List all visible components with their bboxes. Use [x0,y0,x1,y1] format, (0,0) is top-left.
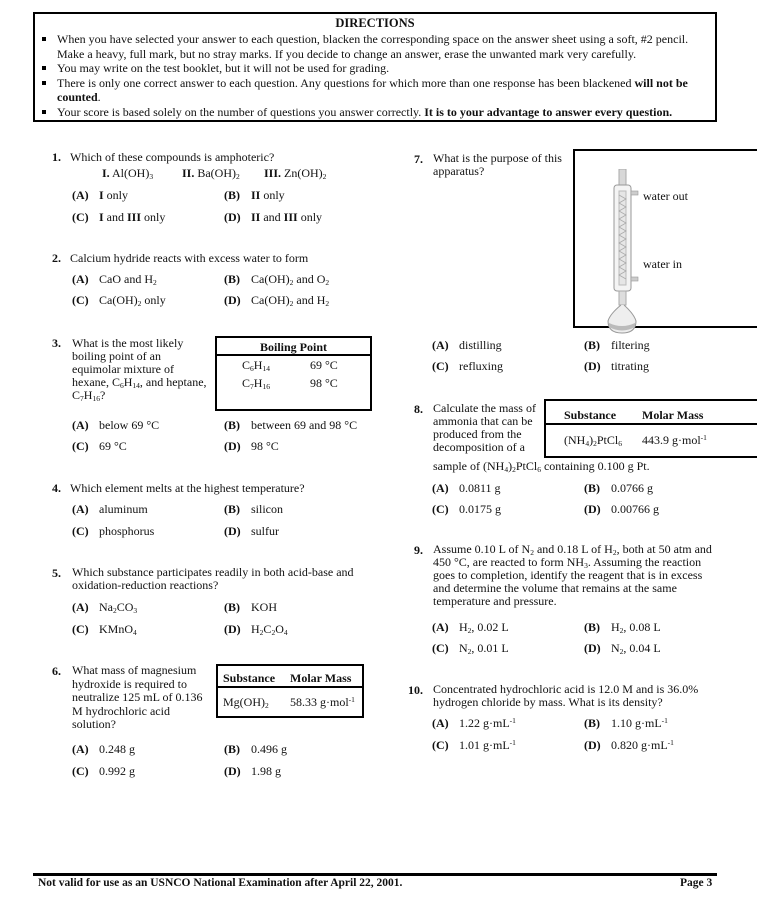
question-text: Which element melts at the highest temperature? [70,481,305,495]
question-number: 6. [52,664,61,678]
option-d[interactable]: (D) 1.98 g [224,764,281,778]
question-number: 1. [52,150,61,164]
question-text: Calcium hydride reacts with excess water to form [70,251,309,265]
table-cell: $C_7H_{16}$ [242,376,270,391]
question-text: Which of these compounds is amphoteric? [70,150,275,164]
molar-mass-table-q6 [216,664,364,718]
table-header-substance: Substance [564,408,617,422]
option-c[interactable]: (C) I and III only [72,210,166,224]
option-text: silicon [251,502,283,516]
compound-i: I. $Al(OH)_3$ [102,166,154,181]
footer-divider [33,873,717,876]
option-b[interactable]: (B) II only [224,188,285,202]
question-2 [52,251,308,266]
option-text: refluxing [459,359,503,373]
option-a[interactable]: (A) aluminum [72,502,148,516]
directions-item [35,32,715,61]
option-text: 98 °C [251,439,279,453]
directions-item-bold: will not be counted [57,75,688,104]
directions-item-tail: . [97,90,101,104]
option-d[interactable]: (D) II and III only [224,210,323,224]
label-water-in: water in [643,257,682,271]
option-c[interactable]: (C) $Ca(OH)_2$ only [72,293,166,308]
option-c[interactable]: (C) phosphorus [72,524,155,538]
option-text: phosphorus [99,524,155,538]
option-d[interactable]: (D) 0.820 $g\cdot mL^{-1}$ [584,738,674,752]
table-header-substance: Substance [223,671,276,685]
option-a[interactable]: (A) $Na_2CO_3$ [72,600,138,615]
option-text: 1.98 g [251,764,281,778]
question-number: 5. [52,566,61,580]
question-number: 3. [52,336,61,350]
table-cell: $Mg(OH)_2$ [223,695,269,710]
option-text: 0.496 g [251,742,287,756]
table-header-molar-mass: Molar Mass [642,408,704,422]
table-cell: 98 °C [310,376,338,390]
directions-item [35,76,715,105]
label-water-out: water out [643,189,688,203]
option-b[interactable]: (B) $H_2$, 0.08 L [584,620,661,635]
option-b[interactable]: (B) $Ca(OH)_2$ and $O_2$ [224,272,330,287]
option-text: KOH [251,600,277,614]
option-text: 0.248 g [99,742,135,756]
table-cell: 58.33 g·mol$^{-1}$ [290,695,355,709]
boiling-point-table [215,336,372,411]
question-7 [414,151,562,178]
directions-item-text: There is only one correct answer to each question. Any questions for which more than one response has been blackened [57,75,635,90]
option-b[interactable]: (B) 0.496 g [224,742,287,756]
option-text: 0.0811 g [459,481,501,495]
directions-item [35,105,715,120]
directions-item-bold: It is to your advantage to answer every question. [424,104,673,119]
option-c[interactable]: (C) 0.0175 g [432,502,501,516]
question-4 [52,481,305,496]
question-number: 7. [414,152,423,166]
option-text: 69 °C [99,439,127,453]
directions-item-text: You may write on the test booklet, but it will not be used for grading. [57,61,390,75]
question-10 [408,682,699,709]
option-a[interactable]: (A) 0.0811 g [432,481,501,495]
option-b[interactable]: (B) 1.10 $g\cdot mL^{-1}$ [584,716,668,730]
option-b[interactable]: (B) filtering [584,338,650,352]
option-text: aluminum [99,502,148,516]
question-1 [52,150,274,165]
option-c[interactable]: (C) 1.01 $g\cdot mL^{-1}$ [432,738,516,752]
table-header: Boiling Point [217,338,370,356]
option-text: 0.992 g [99,764,135,778]
option-d[interactable]: (D) $H_2C_2O_4$ [224,622,288,637]
option-c[interactable]: (C) 69 °C [72,439,127,453]
question-number: 9. [414,543,423,557]
option-b[interactable]: (B) 0.0766 g [584,481,653,495]
option-d[interactable]: (D) 98 °C [224,439,279,453]
option-text: below 69 °C [99,418,160,432]
question-3 [52,336,207,403]
option-b[interactable]: (B) between 69 and 98 °C [224,418,358,432]
option-a[interactable]: (A) 0.248 g [72,742,135,756]
option-text: titrating [611,359,649,373]
directions-title: DIRECTIONS [335,16,415,30]
option-a[interactable]: (A) below 69 °C [72,418,160,432]
question-9 [414,542,712,608]
directions-list [35,32,715,119]
question-text: Concentrated hydrochloric acid is 12.0 M and is 36.0% hydrogen chloride by mass. What is its density? [433,682,699,709]
option-d[interactable]: (D) $Ca(OH)_2$ and $H_2$ [224,293,330,308]
footer-notice: Not valid for use as an USNCO National Examination after April 22, 2001. [38,877,403,889]
question-number: 10. [408,683,423,697]
question-6 [52,663,203,731]
directions-item-text: Your score is based solely on the number of questions you answer correctly. [57,104,425,119]
table-cell: 443.9 g·mol$^{-1}$ [642,433,707,447]
option-d[interactable]: (D) sulfur [224,524,279,538]
option-d[interactable]: (D) 0.00766 g [584,502,659,516]
table-header [218,666,362,688]
question-number: 4. [52,481,61,495]
question-text: What is the most likely boiling point of an equimolar mixture of hexane, $C_6H_{14}$, and heptane, $C_7H_{16}$? [72,336,207,403]
option-text: 0.00766 g [611,502,659,516]
question-text: What is the purpose of this apparatus? [433,151,562,178]
table-header-molar-mass: Molar Mass [290,671,352,685]
option-a[interactable]: (A) distilling [432,338,502,352]
option-a[interactable]: (A) CaO and $H_2$ [72,272,157,287]
question-number: 8. [414,402,423,416]
question-number: 2. [52,251,61,265]
option-c[interactable]: (C) 0.992 g [72,764,135,778]
directions-item [35,61,715,76]
option-d[interactable]: (D) $N_2$, 0.04 L [584,641,661,656]
option-text: distilling [459,338,502,352]
option-a[interactable]: (A) $H_2$, 0.02 L [432,620,509,635]
question-8 [414,401,536,454]
option-text: 0.0766 g [611,481,653,495]
molar-mass-table-q8 [544,399,757,458]
option-text: between 69 and 98 °C [251,418,358,432]
option-text: 0.0175 g [459,502,501,516]
option-b[interactable]: (B) silicon [224,502,283,516]
question-text: Assume 0.10 L of $N_2$ and 0.18 L of $H_2$, both at 50 atm and 450 °C, are reacted to form $NH_3$. Assuming the reaction goes to completion, identify the reagent that is in excess and determine the volume that remains at the same temperature and pressure. [433,542,712,608]
question-text-continued: sample of $(NH_4)_2PtCl_6$ containing 0.100 g Pt. [433,459,650,474]
table-cell: $C_6H_{14}$ [242,358,270,373]
option-c[interactable]: (C) refluxing [432,359,503,373]
page-number: Page 3 [680,877,713,889]
table-cell: 69 °C [310,358,338,372]
directions-box [33,12,717,122]
table-cell: $(NH_4)_2PtCl_6$ [564,433,622,448]
option-b[interactable]: (B) KOH [224,600,277,614]
option-a[interactable]: (A) 1.22 $g\cdot mL^{-1}$ [432,716,516,730]
directions-item-text: When you have selected your answer to each question, blacken the corresponding space on the answer sheet using a soft, #2 pencil. Make a heavy, full mark, but no stray marks. If you decide to change an answer, erase the unwanted mark very carefully. [57,32,689,61]
question-text: Calculate the mass of ammonia that can be produced from the decomposition of a [433,401,536,454]
option-text: filtering [611,338,650,352]
option-text: sulfur [251,524,279,538]
compound-iii: III. $Zn(OH)_2$ [264,166,327,181]
question-text: Which substance participates readily in both acid-base and oxidation-reduction reactions? [72,565,354,592]
option-a[interactable]: (A) I only [72,188,129,202]
question-text: What mass of magnesium hydroxide is required to neutralize 125 mL of 0.136 M hydrochloric acid solution? [72,663,203,731]
compound-ii: II. $Ba(OH)_2$ [182,166,240,181]
option-d[interactable]: (D) titrating [584,359,649,373]
option-c[interactable]: (C) KMnO$_4$ [72,622,137,637]
question-5 [52,565,362,592]
apparatus-figure [573,149,757,328]
option-c[interactable]: (C) $N_2$, 0.01 L [432,641,509,656]
table-header [546,401,757,425]
